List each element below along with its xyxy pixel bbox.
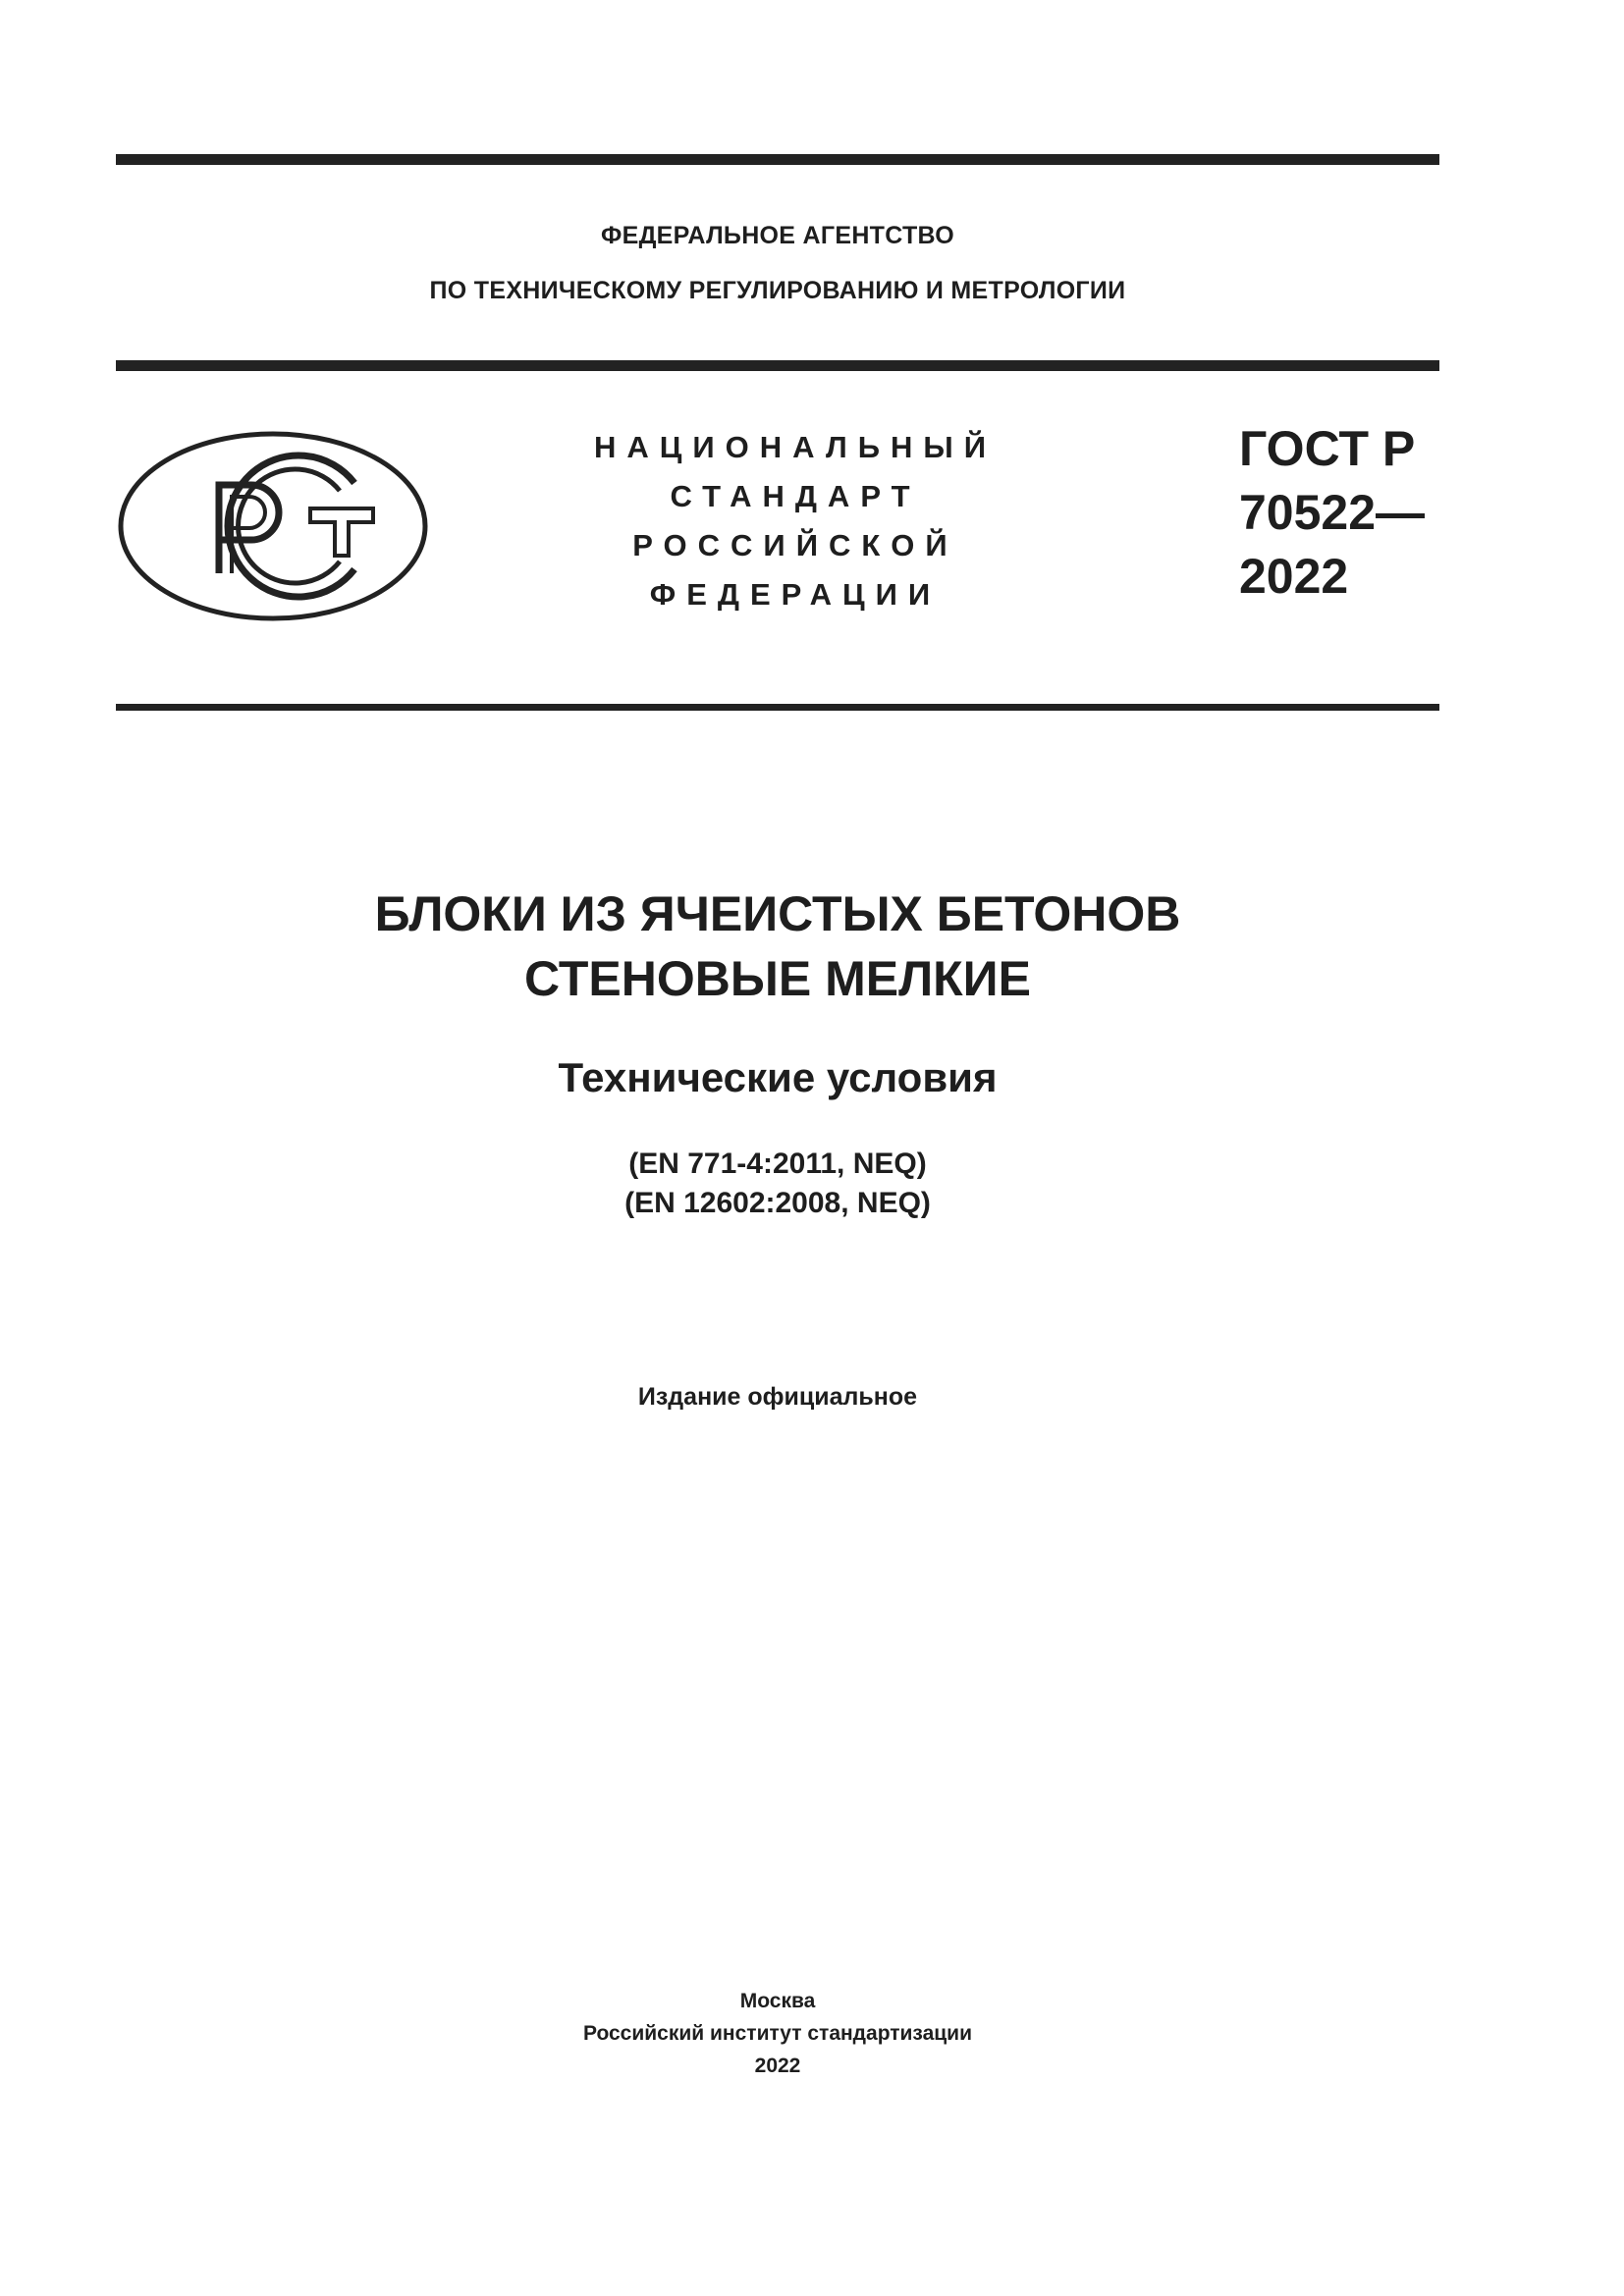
standard-designation [1239,417,1425,609]
publisher-city: Москва [739,1990,816,2012]
designation-line-1: ГОСТ Р [1239,421,1416,476]
document-title-line-1: БЛОКИ ИЗ ЯЧЕИСТЫХ БЕТОНОВ [374,886,1181,941]
publisher-name: Российский институт стандартизации [582,2022,973,2045]
document-subtitle: Технические условия [558,1054,998,1100]
national-standard-line-4: ФЕДЕРАЦИИ [649,577,942,612]
agency-line-2: ПО ТЕХНИЧЕСКОМУ РЕГУЛИРОВАНИЮ И МЕТРОЛОГИИ [429,277,1126,304]
designation-line-2: 70522— [1239,485,1426,540]
top-rule [116,154,1439,165]
section-rule [116,704,1439,711]
edition-label: Издание официальное [637,1383,918,1411]
national-standard-line-1: НАЦИОНАЛЬНЫЙ [593,430,998,464]
agency-line-1: ФЕДЕРАЛЬНОЕ АГЕНТСТВО [600,222,955,249]
pct-certification-mark-icon [116,428,430,624]
reference-2: (EN 12602:2008, NEQ) [624,1187,931,1219]
header-rule [116,360,1439,371]
publisher-year: 2022 [754,2055,801,2077]
reference-1: (EN 771-4:2011, NEQ) [628,1148,927,1180]
national-standard-line-2: СТАНДАРТ [670,479,921,513]
national-standard-heading [550,432,1041,628]
document-title-line-2: СТЕНОВЫЕ МЕЛКИЕ [524,951,1031,1006]
designation-line-3: 2022 [1239,549,1349,604]
national-standard-line-3: РОССИЙСКОЙ [632,528,958,562]
